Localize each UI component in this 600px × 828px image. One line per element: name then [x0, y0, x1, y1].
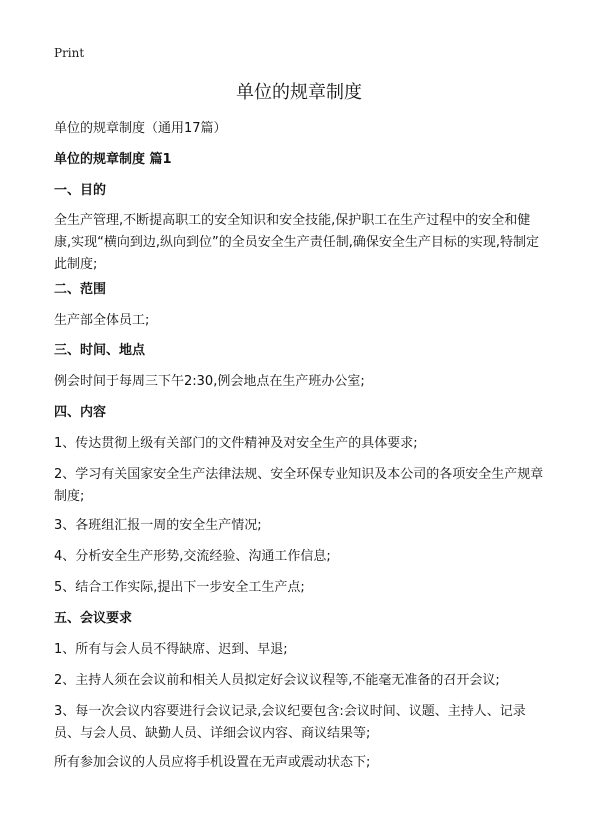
section-heading-purpose: 一、目的 — [54, 183, 107, 198]
requirement-item-1: 1、所有与会人员不得缺席、迟到、早退; — [54, 642, 288, 657]
article-heading: 单位的规章制度 篇1 — [54, 152, 172, 167]
print-link[interactable]: Print — [54, 46, 85, 60]
section-heading-content: 四、内容 — [54, 405, 107, 420]
content-item-3: 3、各班组汇报一周的安全生产情况; — [54, 518, 262, 533]
section-heading-requirements: 五、会议要求 — [54, 611, 133, 626]
requirement-item-3: 3、每一次会议内容要进行会议记录,会议纪要包含:会议时间、议题、主持人、记录员、与会人员、缺勤人员、详细会议内容、商议结果等; — [54, 704, 526, 741]
content-item-4: 4、分析安全生产形势,交流经验、沟通工作信息; — [54, 549, 331, 564]
document-subtitle: 单位的规章制度（通用17篇） — [54, 121, 227, 136]
section-heading-time: 三、时间、地点 — [54, 343, 146, 358]
section-heading-scope: 二、范围 — [54, 282, 107, 297]
content-item-1: 1、传达贯彻上级有关部门的文件精神及对安全生产的具体要求; — [54, 436, 418, 451]
final-note: 所有参加会议的人员应将手机设置在无声或震动状态下; — [54, 755, 371, 770]
section-text-purpose: 全生产管理,不断提高职工的安全知识和安全技能,保护职工在生产过程中的安全和健康,实现“横向到边,纵向到位”的全员安全生产责任制,确保安全生产目标的实现,特制定此制度; — [54, 213, 539, 272]
section-text-time: 例会时间于每周三下午2:30,例会地点在生产班办公室; — [54, 374, 365, 389]
document-title: 单位的规章制度 — [236, 82, 362, 103]
requirement-item-2: 2、主持人须在会议前和相关人员拟定好会议议程等,不能毫无准备的召开会议; — [54, 673, 500, 688]
section-text-scope: 生产部全体员工; — [54, 313, 150, 328]
content-item-2: 2、学习有关国家安全生产法律法规、安全环保专业知识及本公司的各项安全生产规章制度; — [54, 467, 544, 504]
content-item-5: 5、结合工作实际,提出下一步安全工生产点; — [54, 580, 305, 595]
